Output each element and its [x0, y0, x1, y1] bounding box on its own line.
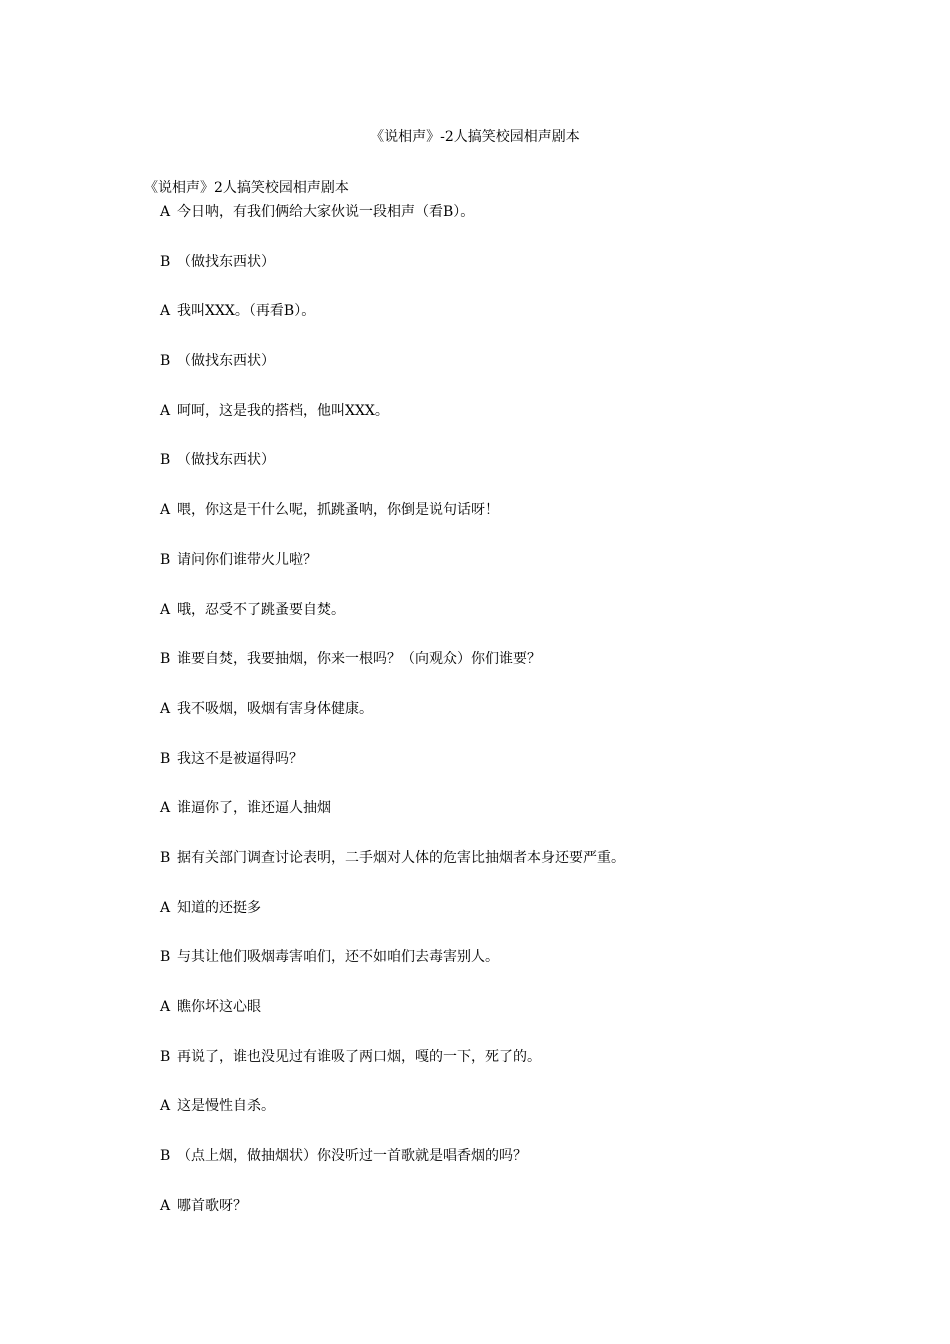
- dialogue-line: [160, 450, 860, 500]
- line-text: 今日呐，有我们俩给大家伙说一段相声（看B）。: [177, 204, 475, 220]
- line-text: （做找东西状）: [177, 452, 275, 469]
- line-text: 请问你们谁带火儿啦？: [177, 551, 317, 568]
- dialogue-line: [160, 997, 860, 1047]
- speaker-label: A: [160, 800, 171, 817]
- line-text: 再说了，谁也没见过有谁吸了两口烟，嘎的一下，死了的。: [177, 1048, 541, 1065]
- line-text: 谁逼你了，谁还逼人抽烟: [177, 800, 331, 817]
- line-text: （做找东西状）: [177, 253, 275, 270]
- line-text: 这是慢性自杀。: [177, 1098, 275, 1115]
- dialogue-line: [160, 898, 860, 948]
- speaker-label: A: [160, 204, 171, 220]
- speaker-label: A: [160, 402, 171, 419]
- dialogue-line: [160, 1146, 860, 1196]
- line-text: 喂，你这是干什么呢，抓跳蚤呐，你倒是说句话呀！: [177, 502, 499, 519]
- dialogue-line: [160, 600, 860, 650]
- dialogue-line: [160, 848, 860, 898]
- line-text: 我叫XXX。（再看B）。: [177, 303, 316, 320]
- speaker-label: B: [160, 1148, 171, 1165]
- line-text: 知道的还挺多: [177, 899, 261, 916]
- dialogue-line: [160, 1047, 860, 1097]
- speaker-label: B: [160, 750, 171, 767]
- speaker-label: B: [160, 452, 171, 469]
- dialogue-line: [160, 749, 860, 799]
- speaker-label: B: [160, 551, 171, 568]
- speaker-label: B: [160, 1048, 171, 1065]
- speaker-label: A: [160, 601, 171, 618]
- speaker-label: B: [160, 253, 171, 270]
- page-title: 《说相声》-2人搞笑校园相声剧本: [370, 129, 580, 145]
- document-subtitle: 《说相声》2人搞笑校园相声剧本: [144, 180, 349, 196]
- dialogue-line: [160, 1196, 860, 1246]
- dialogue-line: [160, 500, 860, 550]
- speaker-label: A: [160, 303, 171, 320]
- line-text: 哪首歌呀？: [177, 1197, 247, 1214]
- speaker-label: A: [160, 899, 171, 916]
- line-text: 呵呵，这是我的搭档，他叫XXX。: [177, 402, 389, 419]
- line-text: 我这不是被逼得吗？: [177, 750, 303, 767]
- dialogue-line: [160, 649, 860, 699]
- dialogue-line: [160, 550, 860, 600]
- line-text: 瞧你坏这心眼: [177, 999, 261, 1015]
- line-text: 哦，忍受不了跳蚤要自焚。: [177, 601, 345, 618]
- speaker-label: A: [160, 1197, 171, 1214]
- dialogue-line: [160, 202, 860, 252]
- dialogue-line: [160, 351, 860, 401]
- dialogue-line: [160, 252, 860, 302]
- speaker-label: A: [160, 700, 171, 717]
- speaker-label: B: [160, 849, 171, 866]
- speaker-label: A: [160, 1098, 171, 1115]
- line-text: （做找东西状）: [177, 353, 275, 370]
- speaker-label: B: [160, 353, 171, 370]
- dialogue-line: [160, 798, 860, 848]
- line-text: （点上烟，做抽烟状）你没听过一首歌就是唱香烟的吗？: [177, 1148, 527, 1165]
- line-text: 我不吸烟，吸烟有害身体健康。: [177, 700, 373, 717]
- dialogue-line: [160, 699, 860, 749]
- dialogue-line: [160, 947, 860, 997]
- speaker-label: B: [160, 651, 171, 668]
- speaker-label: B: [160, 949, 171, 966]
- dialogue-line: [160, 401, 860, 451]
- dialogue-line: [160, 301, 860, 351]
- line-text: 据有关部门调查讨论表明，二手烟对人体的危害比抽烟者本身还要严重。: [177, 849, 625, 866]
- line-text: 谁要自焚，我要抽烟，你来一根吗？（向观众）你们谁要？: [177, 651, 541, 668]
- dialogue-line: [160, 1096, 860, 1146]
- line-text: 与其让他们吸烟毒害咱们，还不如咱们去毒害别人。: [177, 949, 499, 966]
- speaker-label: A: [160, 999, 171, 1015]
- speaker-label: A: [160, 502, 171, 519]
- dialogue-lines: [160, 202, 860, 1245]
